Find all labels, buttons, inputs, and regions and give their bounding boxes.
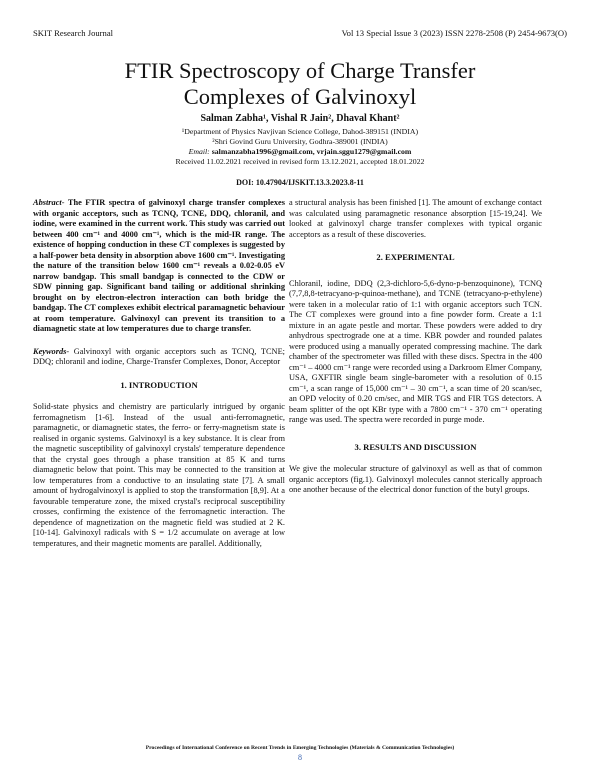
section-2-text: Chloranil, iodine, DDQ (2,3-dichloro-5,6-dyno-p-benzoquinone), TCNQ (7,7,8,8-tetracyano-p-quinoa-methane), and TCNE (tetracyano-p-ethylene) were taken in a molecular ratio of 1:1 with organic acceptors such TCN. The CT complexes were ground into a fine powder form. Create a 1:1 mixture in an agate pestle and mortar. These powders were added to dry anhydrous spectrograde one at a time. KBR powder and rounded palates were produced using a manually operated compressing machine. The dark chamber of the spectrometer was filled with these discs. Spectra in the 400 cm⁻¹ – 4000 cm⁻¹ range were recorded using a Darkroom Elmer Company, USA, GXFTIR single beam single-barometer with a resolution of 0.15 cm⁻¹, a scan range of 15,000 cm⁻¹ – 30 cm⁻¹, a scan time of 20 scan/sec, an OPD velocity of 0.20 cm/sec, and MIR TGS and FIR TGS detectors. A beam splitter of the opt KBr type with a 7800 cm⁻¹ - 370 cm⁻¹ operating range was used. The spectra were recorded in purge mode. (289, 278, 542, 424)
left-column (33, 198, 285, 549)
affiliation-1: ¹Department of Physics Navjivan Science College, Dahod-389151 (INDIA) (181, 127, 419, 136)
intro-continued: a structural analysis has been finished [1]. The amount of exchange contact was calculated using paramagnetic resonance absorption [15-19,24]. We looked at galvinoxyl charge transfer complexes with typical organic acceptors as a result of these discoveries. (289, 198, 542, 239)
abstract-text: The FTIR spectra of galvinoxyl charge transfer complexes with organic acceptors, such as TCNQ, TCNE, DDQ, chloranil, and iodine, were examined in the current work. This study was carried out between 400 cm⁻¹ and 4000 cm⁻¹, which is the mid-IR range. The existence of hopping conduction in these CT complexes is suggested by a half-power beta density in absorption above 1600 cm⁻¹. Investigating the nature of the transition below 1600 cm⁻¹ reveals a 0.02-0.05 eV narrow bandgap. This small bandgap is connected to the CDW or SDW pinning gap. Significant band tailing or additional shrinking brought on by electron-electron interaction can both bridge the bandgap. The CT complexes exhibit electrical paramagnetic behaviour at room temperature. Galvinoxyl can prevent its transition to a diamagnetic state at low temperatures due to charge transfer. (33, 198, 285, 333)
email-line (0, 147, 600, 156)
abstract (33, 198, 285, 335)
keywords (33, 347, 285, 368)
section-1-text: Solid-state physics and chemistry are particularly intrigued by organic ferromagnetism [1-6]. Instead of the usual anti-ferromagnetic, paramagnetic, or diamagnetic states, the ferro- or ferry-magnetism state is realised in organic systems. Galvinoxyl is a key substance. It is clear from the magnetic susceptibility of galvinoxyl crystals' temperature dependence that the crystal goes through a phase transition at 85 K and turns diamagnetic below that point. This may be connected to the transition at low temperatures from a conductive to an insulating state [7]. A small amount of hydrogalvinoxyl is applied to stop the transformation [8,9]. At a favourable temperature zone, the mixed crystal's reciprocal susceptibility crosses, confirming the existence of the ferromagnetic interaction. The dependence of magnetization on the magnetic field was studied at 2 K. [10-14]. Galvinoxyl radicals with S = 1/2 accumulate on average at low temperatures, and their magnetic moments are parallel. Additionally, (33, 402, 285, 548)
authors: Salman Zabha¹, Vishal R Jain², Dhaval Khant² (200, 113, 400, 124)
conference-footer: Proceedings of International Conference on Recent Trends in Emerging Technologies (Materials & Communication Technologies) (145, 745, 455, 751)
issue-info: Vol 13 Special Issue 3 (2023) ISSN 2278-2508 (P) 2454-9673(O) (341, 28, 567, 38)
running-header (33, 28, 567, 42)
journal-name: SKIT Research Journal (33, 28, 114, 38)
keywords-text: Galvinoxyl with organic acceptors such as TCNQ, TCNE; DDQ; chloranil and iodine, Charge-Transfer Complexes, Donor, Acceptor (33, 346, 285, 366)
title-line-2: Complexes of Galvinoxyl (183, 84, 417, 109)
keywords-label: Keywords- (33, 346, 70, 356)
dates-line: Received 11.02.2021 received in revised form 13.12.2021, accepted 18.01.2022 (175, 157, 425, 166)
section-1-heading: 1. INTRODUCTION (120, 379, 198, 390)
right-column (289, 198, 542, 496)
email-addresses: salmanzabha1996@gmail.com, vrjain.sggu1279@gmail.com (211, 147, 412, 156)
doi: DOI: 10.47904/IJSKIT.13.3.2023.8-11 (236, 178, 364, 187)
paper-title (0, 58, 600, 110)
email-label: Email: (188, 147, 210, 156)
section-3-text: We give the molecular structure of galvinoxyl as well as that of common organic acceptors (fig.1). Galvinoxyl molecules cannot sterically approach one another because of the electrical donor function of the butyl groups. (289, 464, 542, 494)
affiliation-2: ²Shri Govind Guru University, Godhra-389001 (INDIA) (212, 137, 388, 146)
section-2-heading: 2. EXPERIMENTAL (376, 252, 455, 262)
title-line-1: FTIR Spectroscopy of Charge Transfer (124, 58, 476, 83)
page-number: 8 (298, 753, 302, 762)
section-3-heading: 3. RESULTS AND DISCUSSION (354, 441, 477, 452)
abstract-label: Abstract- (33, 198, 65, 207)
